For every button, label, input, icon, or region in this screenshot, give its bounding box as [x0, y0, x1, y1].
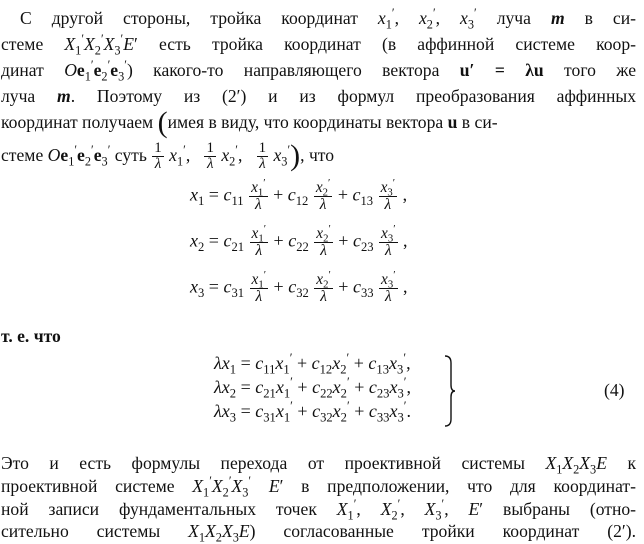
equation-row-1: $x_1 = c_{11}$ $\frac{x_1'}{\lambda}$ + $c_{12}$ $\frac{x_2'}{\lambda}$ + $c_{13}$ $\frac{x_3'}{\lambda}$ , [190, 177, 408, 214]
equation2-row-2: $\lambda x_2 = c_{21}x_1' + c_{22}x_2' + c_{23}x_3'$, [214, 375, 412, 401]
para2-line2: проективной системе $X_1'X_2'X_3'$ E′ в предположении, что для координат- [1, 474, 636, 500]
para1-line4: луча m. Поэтому из (2′) и из формул преобразования аффинных [1, 86, 637, 106]
equation2-row-3: $\lambda x_3 = c_{31}x_1' + c_{32}x_2' + c_{33}x_3'$. [214, 399, 412, 425]
equation-number: (4) [604, 380, 625, 400]
equation-row-2: $x_2 = c_{21}$ $\frac{x_1'}{\lambda}$ + $c_{22}$ $\frac{x_2'}{\lambda}$ + $c_{23}$ $\frac{x_3'}{\lambda}$ , [190, 223, 408, 260]
para1-line5: координат получаем (имея в виду, что координаты вектора u в си- [1, 106, 498, 139]
para2-line4: сительно системы $X_1X_2X_3E$) согласованные тройки координат (2′). [1, 521, 636, 544]
te-chto-label: т. е. что [1, 326, 61, 346]
para1-line6: стеме $Oe_1'e_2'e_3'$ суть $\frac{1}{\lambda}$ $x_1'$, $\frac{1}{\lambda}$ $x_2'$, $\frac{1}{\lambda}$ $x_3'$), что [1, 139, 335, 173]
para2-line1: Это и есть формулы перехода от проективной системы $X_1X_2X_3E$ к [1, 453, 636, 477]
para2-line3: ной записи фундаментальных точек $X_1'$, $X_2'$, $X_3'$, E′ выбраны (отно- [1, 497, 637, 523]
equation2-row-1: $\lambda x_1 = c_{11}x_1' + c_{12}x_2' + c_{13}x_3'$, [214, 351, 411, 377]
right-brace-icon [444, 355, 456, 427]
para1-line1: С другой стороны, тройка координат $x_1'$, $x_2'$, $x_3'$ луча m в си- [20, 6, 637, 32]
para1-line3: динат $Oe_1'e_2'e_3'$) какого-то направляющего вектора u′ = λu того же [1, 58, 636, 84]
equation-row-3: $x_3 = c_{31}$ $\frac{x_1'}{\lambda}$ + $c_{32}$ $\frac{x_2'}{\lambda}$ + $c_{33}$ $\frac{x_3'}{\lambda}$ , [190, 269, 408, 306]
para1-line2: стеме $X_1'X_2'X_3'E'$ есть тройка координат (в аффинной системе коор- [1, 32, 636, 58]
